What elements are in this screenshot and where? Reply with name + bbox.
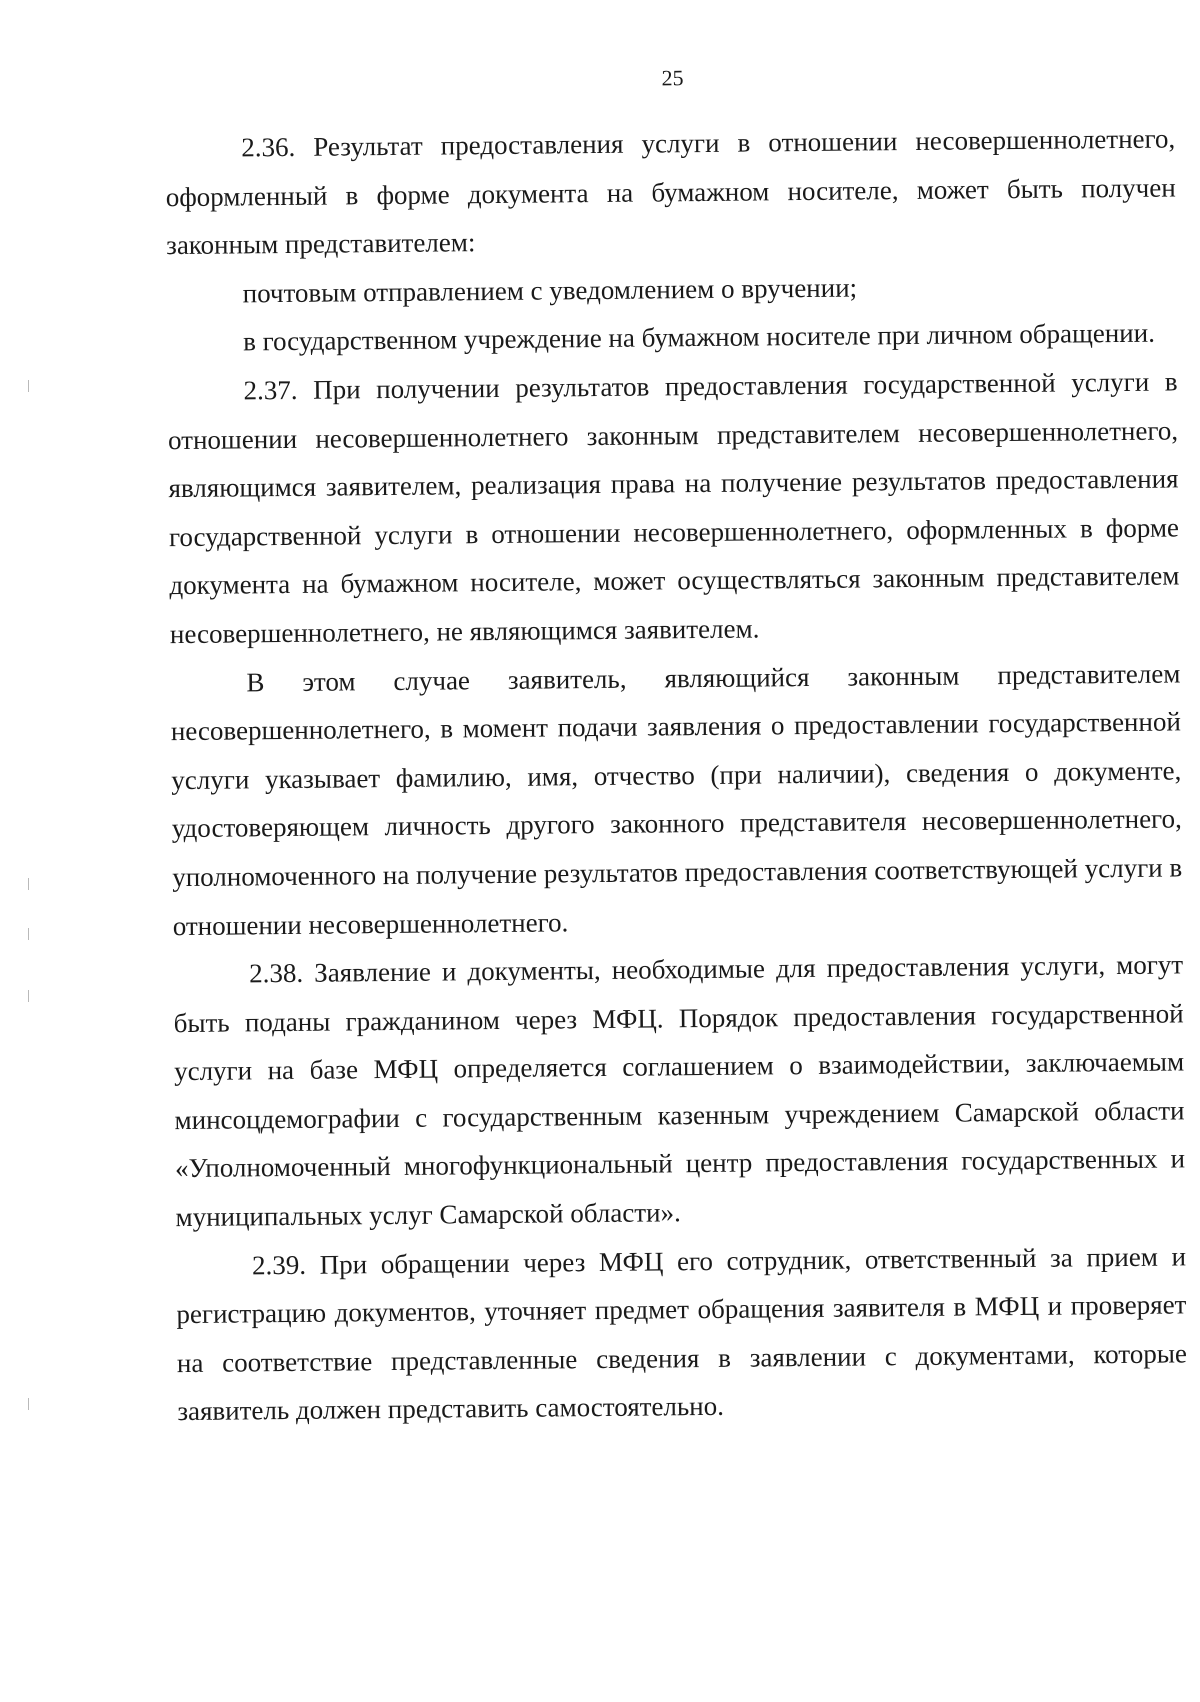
scan-artifact-mark	[28, 990, 29, 1002]
paragraph-2-38: 2.38. Заявление и документы, необходимые для предоставления услуги, могут быть поданы гражданином через МФЦ. Порядок предоставления государственной услуги на базе МФЦ определяется соглашением о взаимодействии, заключаемым минсоцдемографии с государственным казенным учреждением Самарской области «Уполномоченный многофункциональный центр предоставления государственных и муниципальных услуг Самарской области».	[173, 949, 1186, 1233]
paragraph-mail-option: почтовым отправлением с уведомлением о вручении;	[242, 272, 858, 309]
paragraph-2-39: 2.39. При обращении через МФЦ его сотрудник, ответственный за прием и регистрацию документов, уточняет предмет обращения заявителя в МФЦ и проверяет на соответствие представленные сведения в заявлении с документами, которые заявитель должен представить самостоятельно.	[176, 1241, 1188, 1427]
paragraph-2-36: 2.36. Результат предоставления услуги в отношении несовершеннолетнего, оформленный в форме документа на бумажном носителе, может быть получен законным представителем:	[165, 123, 1176, 261]
document-body	[165, 114, 1188, 1436]
page-number: 25	[661, 65, 684, 91]
scan-artifact-mark	[28, 1398, 29, 1410]
paragraph-in-person-option: в государственном учреждение на бумажном носителе при личном обращении.	[242, 318, 1156, 357]
scan-artifact-mark	[28, 878, 29, 890]
paragraph-2-37-case: В этом случае заявитель, являющийся законным представителем несовершеннолетнего, в момент подачи заявления о предоставлении государственной услуги указывает фамилию, имя, отчество (при наличии), сведения о документе, удостоверяющем личность другого законного представителя несовершеннолетнего, уполномоченного на получение результатов предоставления соответствующей услуги в отношении несовершеннолетнего.	[170, 657, 1183, 941]
scan-artifact-mark	[28, 928, 29, 940]
paragraph-2-37: 2.37. При получении результатов предоставления государственной услуги в отношении несовершеннолетнего законным представителем несовершеннолетнего, являющимся заявителем, реализация права на получение результатов предоставления государственной услуги в отношении несовершеннолетнего, оформленных в форме документа на бумажном носителе, может осуществляться законным представителем несовершеннолетнего, не являющимся заявителем.	[167, 366, 1180, 650]
scan-artifact-mark	[28, 380, 29, 392]
